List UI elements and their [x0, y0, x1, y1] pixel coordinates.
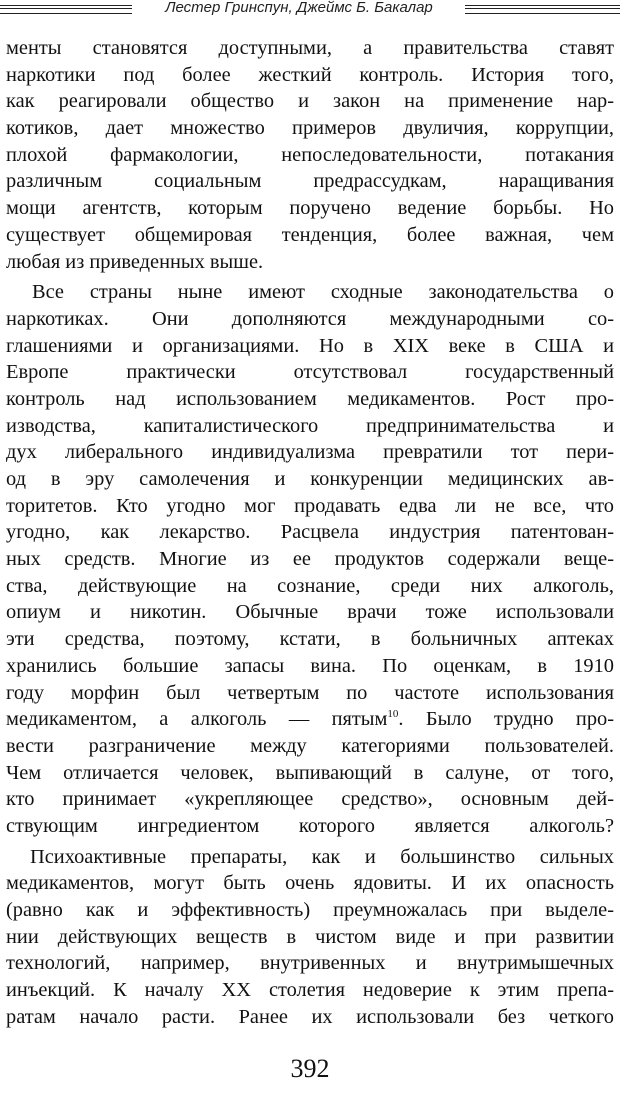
text-line: мощи агентств, которым поручено ведение борьбы. Но	[6, 197, 614, 220]
text-line: глашениями и организациями. Но в XIX веке в США и	[6, 334, 614, 357]
text-line: кто принимает «укрепляющее средство», основным дей-	[6, 788, 614, 811]
paragraph-3	[6, 844, 614, 1031]
text-line: менты становятся доступными, а правительства ставят	[6, 37, 614, 59]
text-line: контроль над использованием медикаментов. Рост про-	[6, 387, 614, 410]
text-line: инъекций. К началу XX столетия недоверие к этим препа-	[6, 979, 614, 1002]
paragraph-1	[6, 35, 614, 275]
text-line: году морфин был четвертым по частоте использования	[6, 681, 614, 704]
text-line: вести разграничение между категориями пользователей.	[6, 734, 614, 757]
text-line: опиум и никотин. Обычные врачи тоже использовали	[6, 601, 614, 624]
text-line: медикаментов, могут быть очень ядовиты. И их опасность	[6, 872, 614, 895]
page-number: 392	[290, 1054, 330, 1083]
text-line: ных средств. Многие из ее продуктов содержали веще-	[6, 548, 614, 571]
text-line: нии действующих веществ в чистом виде и при развитии	[6, 925, 614, 948]
text-line: изводства, капиталистического предпринимательства и	[6, 414, 614, 437]
text-line: Все страны ныне имеют сходные законодательства о	[32, 281, 614, 304]
text-line: эти средства, поэтому, кстати, в больничных аптеках	[6, 628, 614, 651]
text-line: ствующим ингредиентом которого является алкоголь?	[6, 814, 614, 837]
running-head-authors: Лестер Гринспун, Джеймс Б. Бакалар	[165, 0, 433, 16]
header-rule-left	[0, 5, 132, 14]
text-line: как реагировали общество и закон на применение нар-	[6, 90, 614, 113]
paragraph-2	[6, 279, 614, 839]
text-line: технологий, например, внутривенных и внутримышечных	[6, 952, 614, 975]
footnote-reference[interactable]: 10	[387, 708, 399, 721]
text-line: плохой фармакологии, непоследовательности, потакания	[6, 143, 614, 166]
text-line: Европе практически отсутствовал государственный	[6, 361, 614, 384]
text-line: угодно, как лекарство. Расцвела индустрия патентован-	[6, 521, 614, 544]
text-line: дух либерального индивидуализма превратили тот пери-	[6, 441, 614, 464]
text-segment: . Было трудно про-	[398, 708, 614, 731]
header-rule-right	[465, 5, 620, 14]
text-line: котиков, дает множество примеров двуличия, коррупции,	[6, 117, 614, 140]
text-line: ратам начало расти. Ранее их использовали без четкого	[6, 1005, 614, 1028]
text-line: торитетов. Кто угодно мог продавать едва ли не все, что	[6, 494, 614, 517]
text-line: наркотики под более жесткий контроль. История того,	[6, 63, 614, 86]
text-line: наркотиках. Они дополняются международными со-	[6, 307, 614, 330]
text-line: хранились большие запасы вина. По оценкам, в 1910	[6, 654, 614, 677]
body-text	[6, 35, 614, 1030]
text-line: од в эру самолечения и конкуренции медицинских ав-	[6, 468, 614, 490]
text-line: (равно как и эффективность) преумножалась при выделе-	[6, 899, 614, 921]
running-header	[0, 0, 620, 20]
text-line: ства, действующие на сознание, среди них алкоголь,	[6, 574, 614, 597]
text-line-with-footnote	[6, 706, 614, 733]
text-line: Психоактивные препараты, как и большинство сильных	[30, 845, 614, 868]
text-line: Чем отличается человек, выпивающий в салуне, от того,	[6, 761, 614, 784]
text-segment: медикаментом, а алкоголь — пятым	[6, 708, 388, 731]
text-line: различным социальным предрассудкам, наращивания	[6, 170, 614, 193]
text-line: существует общемировая тенденция, более важная, чем	[6, 223, 614, 246]
text-line: любая из приведенных выше.	[6, 250, 264, 273]
